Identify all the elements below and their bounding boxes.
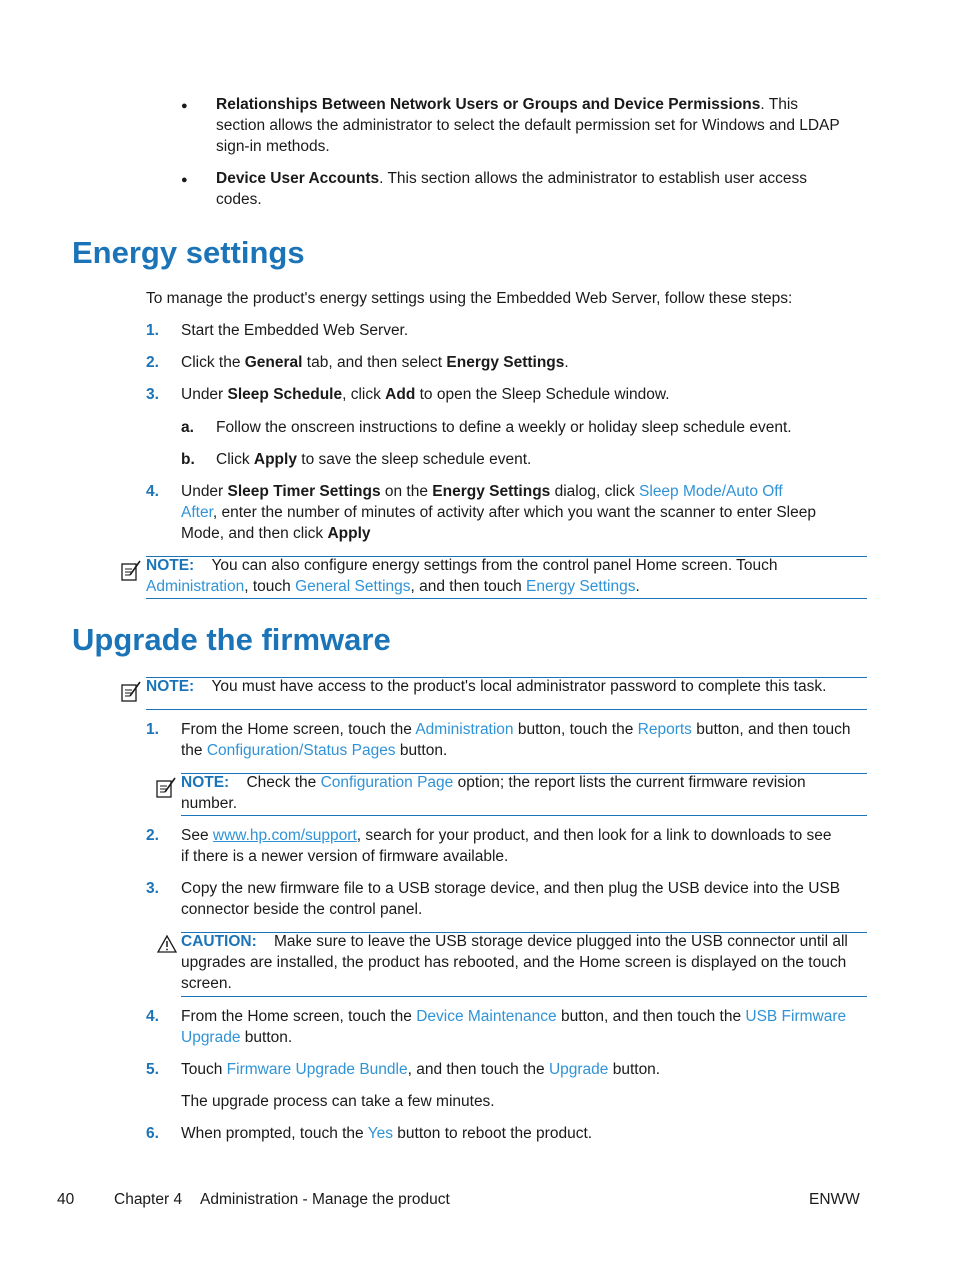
note-rule-bottom [146,709,867,710]
step-number: 5. [146,1061,159,1078]
link-config-status-pages[interactable]: Configuration/Status Pages [206,742,396,759]
link-energy-settings[interactable]: Energy Settings [526,578,636,595]
bullet-item: Device User Accounts. This section allows the administrator to establish user access codes. [216,170,807,208]
step-text: Start the Embedded Web Server. [181,322,409,339]
link-configuration-page[interactable]: Configuration Page [320,774,454,791]
note-rule-bottom [146,598,867,599]
step-text: See www.hp.com/support, search for your product, and then look for a link to downloads to see if there is a newer version of firmware available. [181,827,832,865]
note-icon [155,776,177,800]
section-heading-firmware: Upgrade the firmware [72,622,391,657]
step-text: From the Home screen, touch the Device Maintenance button, and then touch the USB Firmware Upgrade button. [181,1008,847,1046]
note-config-page: NOTE: Check the Configuration Page option; the report lists the current firmware revision number. [181,774,806,812]
section-heading-energy: Energy settings [72,235,305,270]
note-icon [120,559,142,583]
step-text: When prompted, touch the Yes button to reboot the product. [181,1125,593,1142]
step-text: Under Sleep Timer Settings on the Energy Settings dialog, click Sleep Mode/Auto Off After, enter the number of minutes of activity after which you want the scanner to enter Sleep Mode, and then click Apply [181,483,816,542]
link-sleep-mode-cont[interactable]: After [181,504,213,521]
note-label: NOTE: [181,774,230,791]
step-text: From the Home screen, touch the Administration button, touch the Reports button, and then touch the Configuration/Status Pages button. [181,721,851,759]
bullet-bold-title: Device User Accounts [216,170,380,187]
step-number: 3. [146,386,159,403]
link-reports[interactable]: Reports [637,721,692,738]
step-number: 2. [146,354,159,371]
substep-label: a. [181,419,194,436]
link-hp-support[interactable]: www.hp.com/support [212,827,357,844]
step-number: 4. [146,1008,159,1025]
step-text: Touch Firmware Upgrade Bundle, and then touch the Upgrade button. [181,1061,661,1078]
link-device-maintenance[interactable]: Device Maintenance [416,1008,557,1025]
step-number: 1. [146,322,159,339]
link-firmware-upgrade-bundle[interactable]: Firmware Upgrade Bundle [226,1061,408,1078]
step-number: 4. [146,483,159,500]
step-text: Copy the new firmware file to a USB storage device, and then plug the USB device into the USB connector beside the control panel. [181,880,841,918]
step-number: 3. [146,880,159,897]
footer-chapter: Chapter 4 [114,1191,183,1208]
footer-title: Administration - Manage the product [200,1191,450,1208]
link-yes[interactable]: Yes [367,1125,393,1142]
link-usb-firmware-cont[interactable]: Upgrade [181,1029,241,1046]
caution-box: CAUTION: Make sure to leave the USB storage device plugged into the USB connector until all upgrades are installed, the product has rebooted, and the Home screen is displayed on the touch screen. [181,933,848,992]
link-upgrade[interactable]: Upgrade [548,1061,609,1078]
note-rule-bottom [181,815,867,816]
footer-enww: ENWW [809,1191,860,1208]
substep-text: Click Apply to save the sleep schedule event. [216,451,532,468]
bullet-bold-title: Relationships Between Network Users or Groups and Device Permissions [216,96,761,113]
note-firmware: NOTE: You must have access to the product's local administrator password to complete this task. [146,678,827,695]
note-icon [120,680,142,704]
caution-rule-bottom [181,996,867,997]
link-general-settings[interactable]: General Settings [295,578,411,595]
link-administration[interactable]: Administration [415,721,514,738]
note-label: NOTE: [146,678,195,695]
link-administration[interactable]: Administration [146,578,245,595]
substep-label: b. [181,451,195,468]
step-note-text: The upgrade process can take a few minutes. [181,1093,495,1110]
bullet-dot: ● [181,174,188,186]
step-number: 6. [146,1125,159,1142]
step-number: 1. [146,721,159,738]
bullet-item: Relationships Between Network Users or Groups and Device Permissions. This section allows the administrator to select the default permission set for Windows and LDAP sign-in methods. [216,96,840,155]
link-usb-firmware[interactable]: USB Firmware [745,1008,847,1025]
step-text: Under Sleep Schedule, click Add to open the Sleep Schedule window. [181,386,670,403]
warning-icon [156,934,178,954]
link-sleep-mode[interactable]: Sleep Mode/Auto Off [639,483,783,500]
caution-label: CAUTION: [181,933,257,950]
substep-text: Follow the onscreen instructions to define a weekly or holiday sleep schedule event. [216,419,792,436]
note-energy: NOTE: You can also configure energy settings from the control panel Home screen. Touch Administration, touch General Settings, and then touch Energy Settings. [146,557,778,595]
note-label: NOTE: [146,557,195,574]
page-number: 40 [57,1191,75,1208]
step-number: 2. [146,827,159,844]
step-text: Click the General tab, and then select Energy Settings. [181,354,569,371]
bullet-dot: ● [181,100,188,112]
intro-text: To manage the product's energy settings using the Embedded Web Server, follow these steps: [146,290,793,307]
